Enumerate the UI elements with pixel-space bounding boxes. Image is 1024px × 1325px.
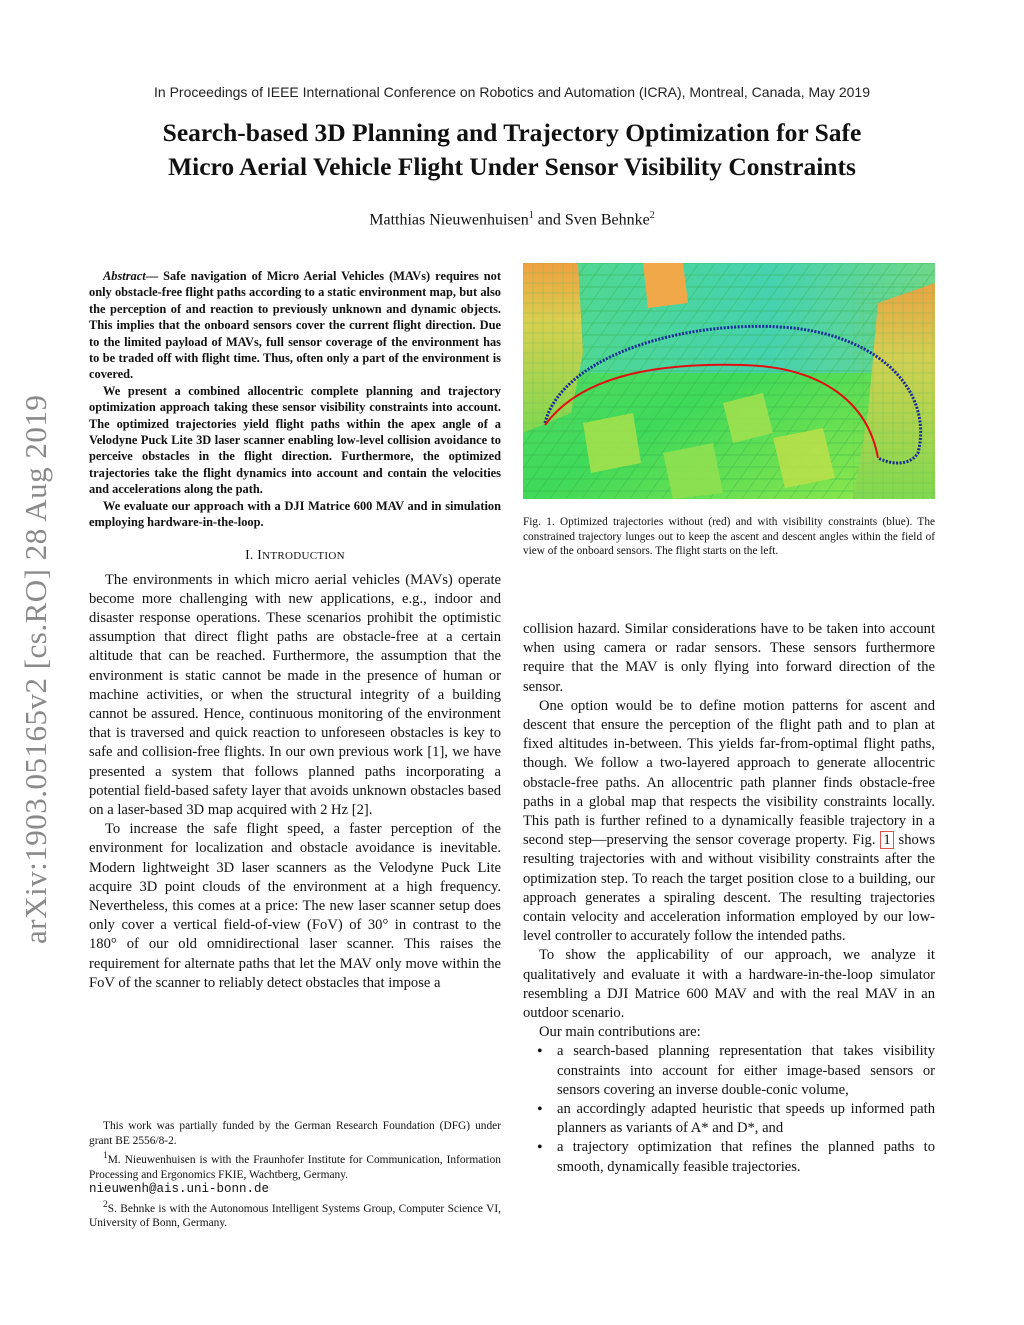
abstract-p1-text: — Safe navigation of Micro Aerial Vehicles (MAVs) requires not only obstacle-free flight paths according to a static environment map, but also the perception of and reaction to previously unknown and dynamic objects. This implies that the onboard sensors cover the current flight direction. Due to the limited payload of MAVs, full sensor coverage of the environment has to be traded off with flight time. Thus, often only a part of the environment is covered.: [89, 269, 501, 382]
author-1: Matthias Nieuwenhuisen: [369, 211, 529, 229]
footnote-2-mark: 2: [103, 1199, 108, 1210]
arxiv-stamp: arXiv:1903.05165v2 [cs.RO] 28 Aug 2019: [18, 394, 53, 944]
author-2-affil: 2: [649, 210, 655, 221]
abstract-p2: We present a combined allocentric complete planning and trajectory optimization approach taking these sensor visibility constraints into account. The optimized trajectories yield flight paths within the apex angle of a Velodyne Puck Lite 3D laser scanner enabling low-level collision avoidance to perceive obstacles in the flight direction. Furthermore, the optimized trajectories take the flight dynamics into account and contain the velocities and accelerations along the path.: [89, 383, 501, 497]
figure-block-4: [583, 413, 641, 473]
title-line-1: Search-based 3D Planning and Trajectory Optimization for Safe: [162, 118, 862, 147]
left-body: [89, 571, 501, 993]
author-and: and: [533, 211, 565, 229]
title-line-2: Micro Aerial Vehicle Flight Under Sensor Visibility Constraints: [168, 152, 856, 181]
footnotes: [89, 1119, 501, 1232]
contribution-item-2: • an accordingly adapted heuristic that speeds up informed path planners as variants of A* and D*, and: [523, 1100, 935, 1138]
footnote-funding: This work was partially funded by the German Research Foundation (DFG) under grant BE 2556/8-2.: [89, 1120, 501, 1147]
section-numeral: I. I: [245, 546, 263, 562]
author-1-affil: 1: [528, 210, 534, 221]
figure-building-center: [643, 263, 688, 308]
abstract-p3: We evaluate our approach with a DJI Matrice 600 MAV and in simulation employing hardware-in-the-loop.: [89, 498, 501, 530]
right-paragraph-1: collision hazard. Similar considerations have to be taken into account when using camera or radar sensors. These sensors furthermore require that the MAV is only flying into forward direction of the sensor.: [523, 621, 935, 695]
contribution-item-1: • a search-based planning representation that takes visibility constraints into account for either image-based sensors or sensors covering an inverse double-conic volume,: [523, 1042, 935, 1100]
section-heading-introduction: [89, 547, 501, 563]
author-2: Sven Behnke: [564, 211, 650, 229]
right-column: [523, 620, 935, 1177]
footnote-1: [89, 1149, 501, 1197]
right-paragraph-2: [523, 697, 935, 947]
right-paragraph-4: Our main contributions are:: [539, 1024, 701, 1041]
left-column: [89, 268, 501, 993]
contribution-item-3: • a trajectory optimization that refines the planned paths to smooth, dynamically feasible trajectories.: [523, 1138, 935, 1176]
footnote-1-email[interactable]: nieuwenh@ais.uni-bonn.de: [89, 1182, 270, 1197]
figure-building-right-grid: [853, 283, 935, 499]
intro-paragraph-1: The environments in which micro aerial vehicles (MAVs) operate become more challenging with new applications, e.g., indoor and disaster response operations. These scenarios prohibit the optimistic assumption that direct flight paths are obstacle-free at a certain altitude that can be reached. Furthermore, the assumption that the environment is static cannot be made in the presence of human or machine activities, or when the structural integrity of a building cannot be assured. Hence, continuous monitoring of the environment that is traversed and quick reaction to unforeseen obstacles is key to safe and collision-free flights. In our own previous work [1], we have presented a system that follows planned paths incorporating a potential field-based safety layer that avoids unknown obstacles based on a laser-based 3D map acquired with 2 Hz [2].: [89, 571, 501, 818]
section-title-rest: NTRODUCTION: [262, 549, 345, 562]
abstract: [89, 268, 501, 531]
paper-title: [100, 116, 924, 184]
intro-paragraph-2: To increase the safe flight speed, a faster perception of the environment for localization and obstacle avoidance is inevitable. Modern lightweight 3D laser scanners as the Velodyne Puck Lite acquire 3D point clouds of the environment at a high frequency. Nevertheless, this comes at a price: The new laser scanner setup does only cover a vertical field-of-view (FoV) of 30° in contrast to the 180° of our old omnidirectional laser scanner. This raises the requirement for alternate paths that let the MAV only move within the FoV of the scanner to reliably detect obstacles that impose a: [89, 821, 501, 991]
author-list: [0, 210, 1024, 229]
footnote-2: [89, 1198, 501, 1231]
footnote-1-text: M. Nieuwenhuisen is with the Fraunhofer Institute for Communication, Information Processing and Ergonomics FKIE, Wachtberg, Germany.: [89, 1153, 501, 1181]
venue-line: In Proceedings of IEEE International Conference on Robotics and Automation (ICRA), Montreal, Canada, May 2019: [154, 84, 870, 100]
figure-building-left-grid: [523, 263, 583, 433]
contributions-list: [523, 1042, 935, 1176]
figure-block-3: [663, 443, 723, 499]
figure-reference-link[interactable]: 1: [880, 831, 893, 849]
abstract-label: Abstract: [103, 269, 146, 283]
figure-1-caption: Fig. 1. Optimized trajectories without (red) and with visibility constraints (blue). The constrained trajectory lunges out to keep the ascent and descent angles within the field of view of the onboard sensors. The flight starts on the left.: [523, 516, 935, 558]
right-paragraph-2a: One option would be to define motion patterns for ascent and descent that ensure the perception of the flight path and to plan at fixed altitudes in-between. This yields far-from-optimal flight paths, though. We follow a two-layered approach to generate allocentric obstacle-free paths. An allocentric path planner finds obstacle-free paths in a global map that respects the visibility constraints locally. This path is further refined to a dynamically feasible trajectory in a second step—preserving the sensor coverage property. Fig.: [523, 697, 935, 849]
figure-1-render: [523, 263, 935, 499]
footnote-2-text: S. Behnke is with the Autonomous Intelligent Systems Group, Computer Science VI, University of Bonn, Germany.: [89, 1202, 501, 1230]
figure-1-image: [523, 263, 935, 499]
footnote-1-mark: 1: [103, 1151, 108, 1162]
right-paragraph-3: To show the applicability of our approach, we analyze it qualitatively and evaluate it with a hardware-in-the-loop simulator resembling a DJI Matrice 600 MAV and with the real MAV in an outdoor scenario.: [523, 947, 935, 1022]
right-paragraph-2b: shows resulting trajectories with and without visibility constraints after the optimization step. To reach the target position close to a building, our approach generates a spiraling descent. The resulting trajectories contain velocity and acceleration information employed by our low-level controller to accurately follow the intended paths.: [523, 832, 936, 945]
abstract-p1: [89, 268, 501, 383]
